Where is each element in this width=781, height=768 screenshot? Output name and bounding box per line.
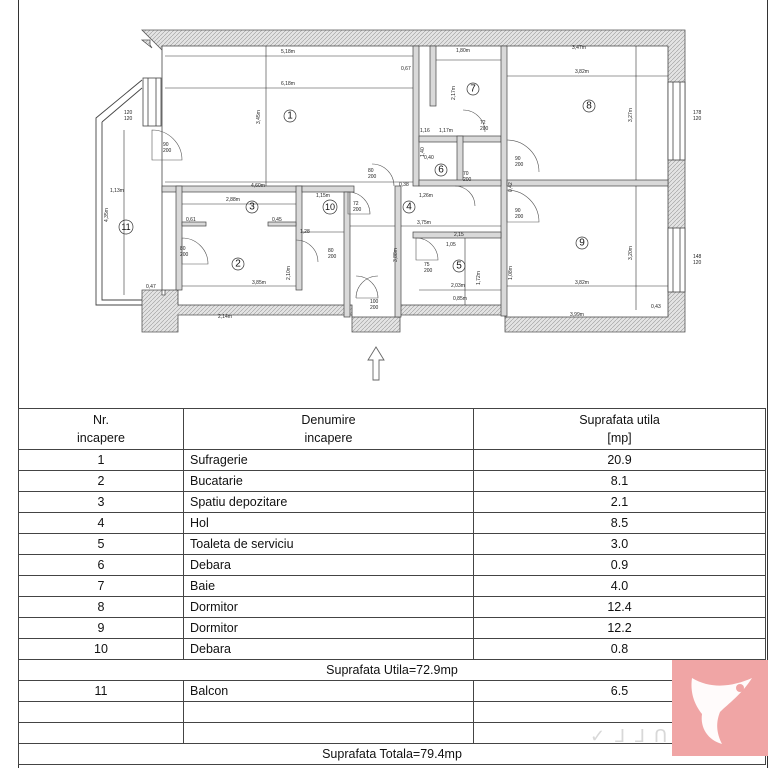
- room-nr-cell: 7: [19, 576, 184, 597]
- door-tag: 72 200: [353, 201, 362, 213]
- table-row: [19, 618, 766, 639]
- dim-label: 1,80m: [456, 48, 470, 54]
- room-area-cell: 4.0: [474, 576, 766, 597]
- dim-label: 4,35m: [104, 208, 110, 222]
- table-row: [19, 639, 766, 660]
- door-tag: 75 200: [424, 262, 433, 274]
- dim-label: 1,17m: [439, 128, 453, 134]
- dim-label: 0,45: [272, 217, 282, 223]
- util-total-row: [19, 660, 766, 681]
- room-number-3: 3: [249, 201, 255, 213]
- dim-label: 1,16: [420, 128, 430, 134]
- dim-label: 4,60m: [251, 183, 265, 189]
- room-number-11: 11: [121, 222, 131, 232]
- room-number-4: 4: [406, 201, 412, 213]
- dim-label: 3,20m: [628, 246, 634, 260]
- room-number-2: 2: [235, 258, 241, 270]
- room-name-cell: Debara: [184, 639, 474, 660]
- dim-label: 2,10m: [286, 266, 292, 280]
- room-area-cell: 8.5: [474, 513, 766, 534]
- door-tag: 80 200: [368, 168, 377, 180]
- header-name: Denumire incapere: [184, 409, 474, 450]
- dim-label: 1,26m: [419, 193, 433, 199]
- util-total: Suprafata Utila=72.9mp: [19, 660, 766, 681]
- dim-label: 0,38: [399, 182, 409, 188]
- room-name-cell: Debara: [184, 555, 474, 576]
- balcon-nr: 11: [19, 681, 184, 702]
- room-name-cell: Bucatarie: [184, 471, 474, 492]
- room-nr-cell: 3: [19, 492, 184, 513]
- table-row: [19, 471, 766, 492]
- door-tag: 80 200: [180, 246, 189, 258]
- room-nr-cell: 1: [19, 450, 184, 471]
- room-nr-cell: 9: [19, 618, 184, 639]
- dim-label: 1,13m: [110, 188, 124, 194]
- table-row: [19, 597, 766, 618]
- door-tag: 100 200: [370, 299, 379, 311]
- room-nr-cell: 8: [19, 597, 184, 618]
- room-area-cell: 12.2: [474, 618, 766, 639]
- rooms-table: [18, 408, 766, 765]
- balcon-row: [19, 681, 766, 702]
- door-tag: 70 200: [463, 171, 472, 183]
- empty-row: [19, 702, 766, 723]
- dim-label: 1,72m: [476, 271, 482, 285]
- dim-label: 0,67: [401, 66, 411, 72]
- dim-label: 2,88m: [226, 197, 240, 203]
- dim-label: 0,40: [424, 155, 434, 161]
- dim-label: 2,03m: [451, 283, 465, 289]
- dim-label: 1,08m: [508, 266, 514, 280]
- room-nr-cell: 2: [19, 471, 184, 492]
- room-number-9: 9: [579, 237, 585, 249]
- table-row: [19, 555, 766, 576]
- balcon-area: 6.5: [474, 681, 766, 702]
- room-rows: [19, 450, 766, 660]
- door-tag: 90 200: [515, 208, 524, 220]
- door-tag: 80 200: [328, 248, 337, 260]
- door-tag: 90 200: [163, 142, 172, 154]
- dim-label: 0,47: [146, 284, 156, 290]
- table-header-row: [19, 409, 766, 450]
- watermark: ✓ ᒧ ᒧ ᑎ: [590, 726, 670, 746]
- room-area-cell: 12.4: [474, 597, 766, 618]
- dim-label: 1,05: [446, 242, 456, 248]
- dim-label: 3,75m: [417, 220, 431, 226]
- room-nr-cell: 10: [19, 639, 184, 660]
- room-nr-cell: 4: [19, 513, 184, 534]
- dim-label: 1,40: [420, 147, 426, 157]
- dim-label: 6,18m: [281, 81, 295, 87]
- dim-label: 0,42: [508, 182, 514, 192]
- room-name-cell: Toaleta de serviciu: [184, 534, 474, 555]
- room-name-cell: Dormitor: [184, 618, 474, 639]
- room-area-cell: 0.8: [474, 639, 766, 660]
- dim-label: 0,61: [186, 217, 196, 223]
- dim-label: 3,82m: [575, 69, 589, 75]
- table-row: [19, 534, 766, 555]
- dim-label: 1,28: [300, 229, 310, 235]
- brand-logo: [672, 660, 768, 756]
- table-row: [19, 450, 766, 471]
- room-name-cell: Dormitor: [184, 597, 474, 618]
- room-number-6: 6: [438, 164, 444, 176]
- room-name-cell: Baie: [184, 576, 474, 597]
- room-area-cell: 3.0: [474, 534, 766, 555]
- dim-label: 3,45m: [256, 110, 262, 124]
- entrance-arrow-icon: [368, 347, 384, 380]
- room-area-cell: 0.9: [474, 555, 766, 576]
- window-tag: 178 120: [693, 110, 702, 122]
- room-number-1: 1: [287, 110, 293, 122]
- room-number-10: 10: [324, 202, 336, 212]
- dim-label: 2,17m: [451, 86, 457, 100]
- dim-label: 3,85m: [252, 280, 266, 286]
- room-number-7: 7: [470, 83, 476, 95]
- door-tag: 90 200: [515, 156, 524, 168]
- room-area-cell: 8.1: [474, 471, 766, 492]
- header-nr: Nr. incapere: [19, 409, 184, 450]
- room-area-cell: 20.9: [474, 450, 766, 471]
- window-tag: 148 120: [693, 254, 702, 266]
- grand-total: Suprafata Totala=79.4mp: [19, 744, 766, 765]
- dim-label: 3,82m: [575, 280, 589, 286]
- header-area: Suprafata utila [mp]: [474, 409, 766, 450]
- room-nr-cell: 5: [19, 534, 184, 555]
- balcon-name: Balcon: [184, 681, 474, 702]
- table-row: [19, 576, 766, 597]
- room-nr-cell: 6: [19, 555, 184, 576]
- door-tag: 72 200: [480, 120, 489, 132]
- dim-label: 1,15m: [316, 193, 330, 199]
- bird-logo-icon: [672, 660, 768, 756]
- dim-label: 0,85m: [453, 296, 467, 302]
- table-row: [19, 513, 766, 534]
- dim-label: 5,18m: [281, 49, 295, 55]
- window-tag: 120 120: [124, 110, 133, 122]
- dim-label: 3,47m: [572, 45, 586, 51]
- dim-label: 2,14m: [218, 314, 232, 320]
- room-name-cell: Hol: [184, 513, 474, 534]
- room-number-8: 8: [586, 100, 592, 112]
- room-area-cell: 2.1: [474, 492, 766, 513]
- dim-label: 3,88m: [393, 248, 399, 262]
- table-row: [19, 492, 766, 513]
- room-number-5: 5: [456, 260, 462, 272]
- dim-label: 3,99m: [570, 312, 584, 318]
- dim-label: 2,15: [454, 232, 464, 238]
- dim-label: 0,43: [651, 304, 661, 310]
- room-name-cell: Spatiu depozitare: [184, 492, 474, 513]
- dim-label: 3,27m: [628, 108, 634, 122]
- room-name-cell: Sufragerie: [184, 450, 474, 471]
